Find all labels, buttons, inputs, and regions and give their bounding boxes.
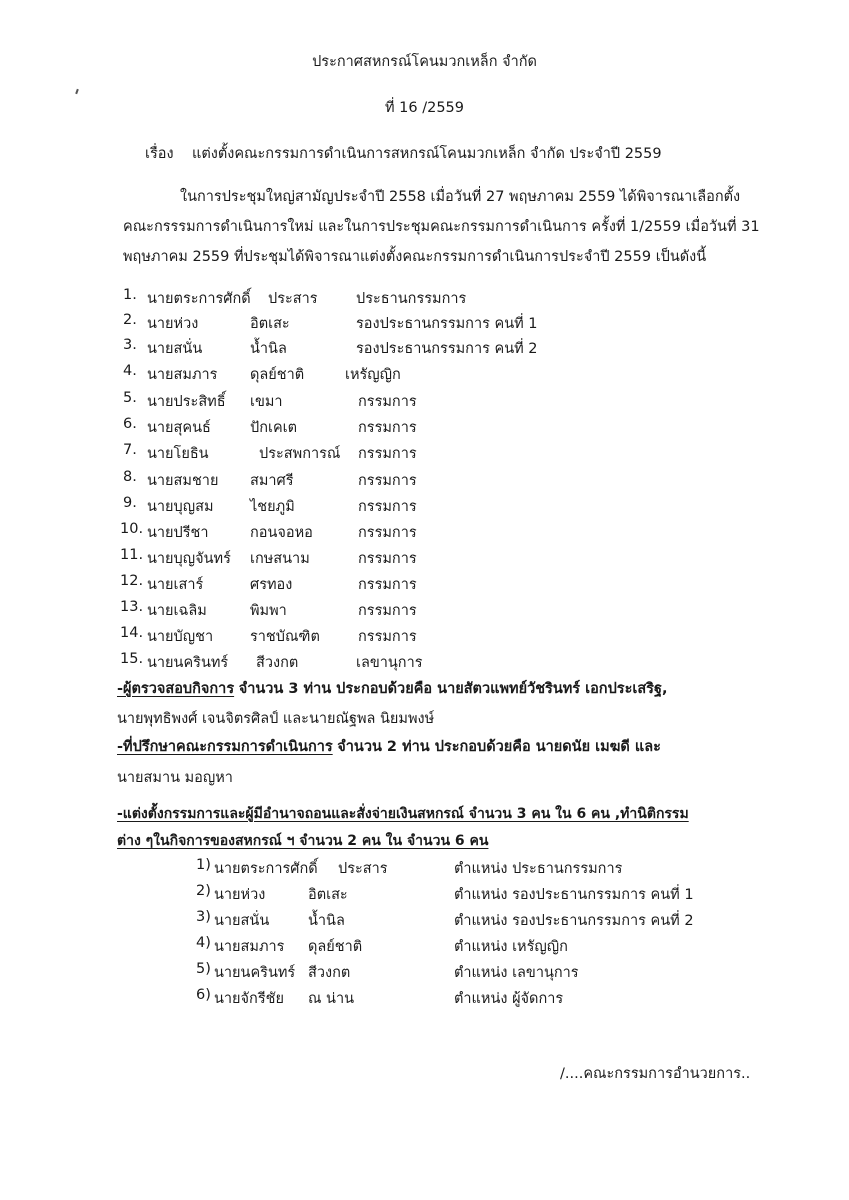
first-name: นายเสาร์ bbox=[147, 577, 204, 593]
position: รองประธานกรรมการ คนที่ 2 bbox=[356, 341, 538, 357]
subject-text: แต่งตั้งคณะกรรมการดำเนินการสหกรณ์โคนมวกเหล็ก จำกัด ประจำปี 2559 bbox=[191, 146, 662, 162]
last-name: ดุลย์ชาติ bbox=[308, 939, 363, 955]
first-name: นายปรีชา bbox=[147, 525, 209, 541]
position: รองประธานกรรมการ คนที่ 1 bbox=[356, 316, 538, 332]
position: ตำแหน่ง ผู้จัดการ bbox=[454, 991, 564, 1007]
first-name: นายบุญจันทร์ bbox=[147, 551, 231, 567]
last-name: ณ น่าน bbox=[308, 991, 355, 1007]
position: กรรมการ bbox=[358, 473, 417, 489]
last-name: ประสพการณ์ bbox=[259, 446, 341, 462]
row-number: 4) bbox=[196, 935, 211, 951]
advisors-line-1 bbox=[117, 735, 661, 758]
first-name: นายบุญสม bbox=[147, 499, 214, 515]
continued-footer: /....คณะกรรมการอำนวยการ.. bbox=[560, 1066, 751, 1082]
position: กรรมการ bbox=[358, 629, 417, 645]
last-name: ปักเคเต bbox=[250, 420, 298, 436]
row-number: 14. bbox=[120, 625, 144, 641]
position: กรรมการ bbox=[358, 420, 417, 436]
last-name: สมาศรี bbox=[250, 473, 294, 489]
last-name: กอนจอหอ bbox=[250, 525, 313, 541]
intro-line-1: ในการประชุมใหญ่สามัญประจำปี 2558 เมื่อวันที่ 27 พฤษภาคม 2559 ได้พิจารณาเลือกตั้ง bbox=[180, 189, 741, 205]
row-number: 7. bbox=[123, 442, 137, 458]
last-name: ประสาร bbox=[338, 861, 388, 877]
row-number: 1) bbox=[196, 857, 211, 873]
auditors-line-2: นายพุทธิพงศ์ เจนจิตรศิลป์ และนายณัฐพล นิยมพงษ์ bbox=[117, 711, 435, 727]
first-name: นายห่วง bbox=[214, 887, 266, 903]
last-name: สีวงกต bbox=[308, 965, 351, 981]
row-number: 3. bbox=[123, 337, 137, 353]
last-name: อิตเสะ bbox=[308, 887, 348, 903]
row-number: 5) bbox=[196, 961, 211, 977]
row-number: 15. bbox=[120, 651, 144, 667]
last-name: อิตเสะ bbox=[250, 316, 290, 332]
row-number: 11. bbox=[120, 547, 144, 563]
last-name: เกษสนาม bbox=[250, 551, 310, 567]
last-name: เขมา bbox=[250, 394, 283, 410]
position: ตำแหน่ง เลขานุการ bbox=[454, 965, 579, 981]
first-name: นายห่วง bbox=[147, 316, 199, 332]
row-number: 4. bbox=[123, 363, 137, 379]
last-name: สีวงกต bbox=[256, 655, 299, 671]
first-name: นายประสิทธิ์ bbox=[147, 394, 226, 410]
row-number: 1. bbox=[123, 287, 137, 303]
subject-line bbox=[145, 142, 662, 165]
auditors-label: -ผู้ตรวจสอบกิจการ bbox=[117, 681, 235, 697]
auditors-line-1 bbox=[117, 677, 667, 700]
row-number: 13. bbox=[120, 599, 144, 615]
first-name: นายเฉลิม bbox=[147, 603, 207, 619]
first-name: นายตระการศักดิ์ bbox=[147, 291, 251, 307]
scan-mark bbox=[75, 89, 79, 94]
advisors-label: -ที่ปรึกษาคณะกรรมการดำเนินการ bbox=[117, 739, 333, 755]
subject-label: เรื่อง bbox=[145, 146, 174, 162]
first-name: นายสนั่น bbox=[214, 913, 270, 929]
row-number: 5. bbox=[123, 390, 137, 406]
position: กรรมการ bbox=[358, 499, 417, 515]
first-name: นายนครินทร์ bbox=[147, 655, 229, 671]
first-name: นายจักรีชัย bbox=[214, 991, 284, 1007]
position: ประธานกรรมการ bbox=[356, 291, 467, 307]
position: ตำแหน่ง รองประธานกรรมการ คนที่ 2 bbox=[454, 913, 694, 929]
intro-line-2: คณะกรรรมการดำเนินการใหม่ และในการประชุมคณะกรรมการดำเนินการ ครั้งที่ 1/2559 เมื่อวันที่ 31 bbox=[123, 219, 760, 235]
first-name: นายนครินทร์ bbox=[214, 965, 296, 981]
last-name: ดุลย์ชาติ bbox=[250, 367, 305, 383]
intro-line-3: พฤษภาคม 2559 ที่ประชุมได้พิจารณาแต่งตั้งคณะกรรมการดำเนินการประจำปี 2559 เป็นดังนี้ bbox=[123, 249, 707, 265]
position: เลขานุการ bbox=[356, 655, 423, 671]
last-name: พิมพา bbox=[250, 603, 287, 619]
position: กรรมการ bbox=[358, 446, 417, 462]
first-name: นายสมชาย bbox=[147, 473, 219, 489]
row-number: 2. bbox=[123, 312, 137, 328]
first-name: นายสมภาร bbox=[214, 939, 285, 955]
position: ตำแหน่ง ประธานกรรมการ bbox=[454, 861, 623, 877]
row-number: 10. bbox=[120, 521, 144, 537]
position: กรรมการ bbox=[358, 525, 417, 541]
advisors-detail: จำนวน 2 ท่าน ประกอบด้วยคือ นายดนัย เมฆดี และ bbox=[337, 739, 661, 755]
first-name: นายบัญชา bbox=[147, 629, 214, 645]
position: กรรมการ bbox=[358, 551, 417, 567]
row-number: 8. bbox=[123, 469, 137, 485]
first-name: นายสนั่น bbox=[147, 341, 203, 357]
last-name: น้ำนิล bbox=[250, 341, 287, 357]
first-name: นายสุคนธ์ bbox=[147, 420, 211, 436]
position: ตำแหน่ง เหรัญญิก bbox=[454, 939, 568, 955]
signatories-line-1: -แต่งตั้งกรรมการและผู้มีอำนาจถอนและสั่งจ่ายเงินสหกรณ์ จำนวน 3 คน ใน 6 คน ,ทำนิติกรรม bbox=[117, 806, 689, 822]
position: กรรมการ bbox=[358, 603, 417, 619]
first-name: นายสมภาร bbox=[147, 367, 218, 383]
last-name: น้ำนิล bbox=[308, 913, 345, 929]
position: เหรัญญิก bbox=[345, 367, 401, 383]
signatories-line-2: ต่าง ๆในกิจการของสหกรณ์ ฯ จำนวน 2 คน ใน จำนวน 6 คน bbox=[117, 833, 489, 849]
row-number: 6. bbox=[123, 416, 137, 432]
last-name: ไชยภูมิ bbox=[250, 499, 295, 515]
row-number: 9. bbox=[123, 495, 137, 511]
announcement-title: ประกาศสหกรณ์โคนมวกเหล็ก จำกัด bbox=[312, 54, 537, 70]
advisors-line-2: นายสมาน มอญหา bbox=[117, 770, 233, 786]
announcement-number: ที่ 16 /2559 bbox=[384, 100, 464, 116]
position: กรรมการ bbox=[358, 394, 417, 410]
last-name: ประสาร bbox=[268, 291, 318, 307]
last-name: ศรทอง bbox=[250, 577, 293, 593]
row-number: 6) bbox=[196, 987, 211, 1003]
row-number: 3) bbox=[196, 909, 211, 925]
first-name: นายโยธิน bbox=[147, 446, 209, 462]
first-name: นายตระการศักดิ์ bbox=[214, 861, 318, 877]
position: ตำแหน่ง รองประธานกรรมการ คนที่ 1 bbox=[454, 887, 694, 903]
position: กรรมการ bbox=[358, 577, 417, 593]
last-name: ราชบัณฑิต bbox=[250, 629, 320, 645]
auditors-detail: จำนวน 3 ท่าน ประกอบด้วยคือ นายสัตวแพทย์วัชรินทร์ เอกประเสริฐ, bbox=[238, 681, 668, 697]
row-number: 12. bbox=[120, 573, 144, 589]
row-number: 2) bbox=[196, 883, 211, 899]
